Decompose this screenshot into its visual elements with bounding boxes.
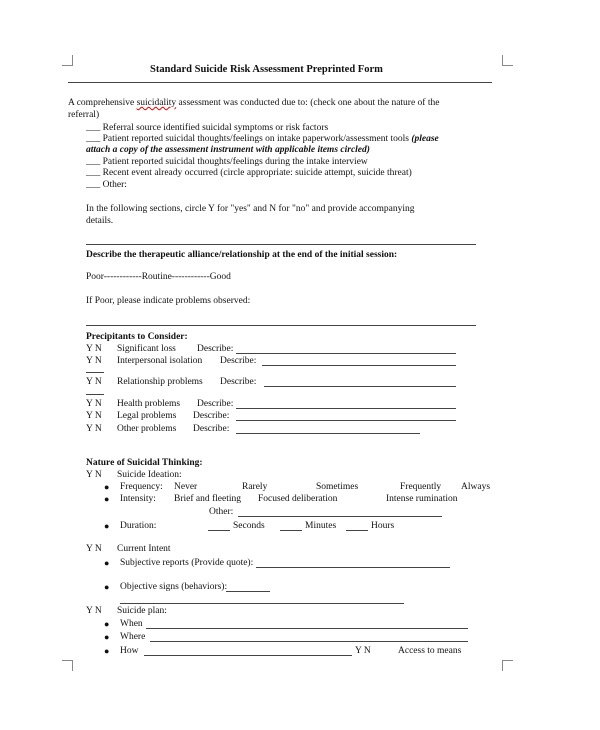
subjective-field[interactable] bbox=[256, 567, 450, 568]
objective-label: Objective signs (behaviors): bbox=[120, 582, 228, 592]
yn-access[interactable]: Y N bbox=[355, 646, 371, 656]
crop-mark-bottom-left bbox=[62, 660, 73, 671]
short-rule bbox=[86, 372, 104, 373]
when-label: When bbox=[120, 619, 143, 629]
int-intense[interactable]: Intense rumination bbox=[386, 494, 458, 504]
describe-label: Describe: bbox=[220, 356, 257, 366]
describe-field-legal-problems[interactable] bbox=[236, 420, 456, 421]
page-title: Standard Suicide Risk Assessment Preprinted Form bbox=[150, 64, 383, 75]
int-brief[interactable]: Brief and fleeting bbox=[174, 494, 242, 504]
bullet-icon: ● bbox=[104, 482, 110, 492]
section-rule-1 bbox=[86, 244, 476, 245]
check-intake-interview[interactable]: ___ Patient reported suicidal thoughts/feelings during the intake interview bbox=[86, 157, 368, 167]
freq-rarely[interactable]: Rarely bbox=[242, 482, 268, 492]
seconds-label: Seconds bbox=[233, 521, 265, 531]
alliance-poor-prompt: If Poor, please indicate problems observed: bbox=[86, 296, 251, 306]
bullet-icon: ● bbox=[104, 558, 110, 568]
check-intake-paperwork-line2: attach a copy of the assessment instrument with applicable items circled) bbox=[86, 145, 370, 155]
yn-other-problems[interactable]: Y N bbox=[86, 424, 102, 434]
label-significant-loss: Significant loss bbox=[117, 344, 176, 354]
label-other-problems: Other problems bbox=[117, 424, 177, 434]
check-other[interactable]: ___ Other: bbox=[86, 180, 127, 190]
yn-suicide-plan[interactable]: Y N bbox=[86, 606, 102, 616]
ideation-label: Suicide Ideation: bbox=[117, 470, 182, 480]
yn-significant-loss[interactable]: Y N bbox=[86, 344, 102, 354]
yn-current-intent[interactable]: Y N bbox=[86, 544, 102, 554]
when-field[interactable] bbox=[146, 628, 468, 629]
hours-field[interactable] bbox=[346, 530, 368, 531]
frequency-label: Frequency: bbox=[120, 482, 163, 492]
where-label: Where bbox=[120, 632, 146, 642]
where-field[interactable] bbox=[150, 641, 468, 642]
check-referral[interactable]: ___ Referral source identified suicidal symptoms or risk factors bbox=[86, 123, 329, 133]
intro-text-line2: referral) bbox=[68, 110, 100, 120]
alliance-heading: Describe the therapeutic alliance/relationship at the end of the initial session: bbox=[86, 250, 398, 260]
bullet-icon: ● bbox=[104, 619, 110, 629]
crop-mark-top-right bbox=[502, 55, 513, 66]
freq-sometimes[interactable]: Sometimes bbox=[316, 482, 359, 492]
yn-health-problems[interactable]: Y N bbox=[86, 399, 102, 409]
freq-never[interactable]: Never bbox=[174, 482, 198, 492]
label-legal-problems: Legal problems bbox=[117, 411, 177, 421]
describe-label: Describe: bbox=[197, 399, 234, 409]
seconds-field[interactable] bbox=[208, 530, 230, 531]
alliance-scale[interactable]: Poor------------Routine------------Good bbox=[86, 272, 231, 282]
crop-mark-top-left bbox=[62, 55, 73, 66]
instructions-text: In the following sections, circle Y for "yes" and N for "no" and provide accompanying bbox=[86, 204, 415, 214]
describe-field-relationship-problems[interactable] bbox=[264, 386, 456, 387]
describe-label: Describe: bbox=[193, 411, 230, 421]
freq-always[interactable]: Always bbox=[461, 482, 491, 492]
nature-heading: Nature of Suicidal Thinking: bbox=[86, 458, 203, 468]
intensity-label: Intensity: bbox=[120, 494, 156, 504]
describe-field-other-problems[interactable] bbox=[236, 433, 420, 434]
intro-text: A comprehensive suicidality assessment was conducted due to: (check one about the nature of the bbox=[68, 98, 440, 108]
bullet-icon: ● bbox=[104, 632, 110, 642]
crop-mark-bottom-right bbox=[502, 660, 513, 671]
how-label: How bbox=[120, 646, 139, 656]
section-rule-2 bbox=[86, 325, 476, 326]
access-label: Access to means bbox=[398, 646, 462, 656]
objective-field-line2[interactable] bbox=[120, 603, 404, 604]
current-intent-label: Current Intent bbox=[117, 544, 171, 554]
describe-field-interpersonal-isolation[interactable] bbox=[262, 365, 456, 366]
how-field[interactable] bbox=[144, 655, 352, 656]
other-field[interactable] bbox=[238, 516, 442, 517]
bullet-icon: ● bbox=[104, 646, 110, 656]
describe-label: Describe: bbox=[193, 424, 230, 434]
hours-label: Hours bbox=[371, 521, 395, 531]
label-health-problems: Health problems bbox=[117, 399, 181, 409]
describe-field-health-problems[interactable] bbox=[236, 408, 456, 409]
yn-legal-problems[interactable]: Y N bbox=[86, 411, 102, 421]
check-recent-event[interactable]: ___ Recent event already occurred (circle appropriate: suicide attempt, suicide threat) bbox=[86, 168, 412, 178]
check-intake-paperwork[interactable]: ___ Patient reported suicidal thoughts/feelings on intake paperwork/assessment tools (please bbox=[86, 134, 439, 144]
label-relationship-problems: Relationship problems bbox=[117, 377, 203, 387]
describe-label: Describe: bbox=[220, 377, 257, 387]
yn-relationship-problems[interactable]: Y N bbox=[86, 377, 102, 387]
describe-field-significant-loss[interactable] bbox=[236, 353, 456, 354]
describe-label: Describe: bbox=[197, 344, 234, 354]
duration-label: Duration: bbox=[120, 521, 157, 531]
bullet-icon: ● bbox=[104, 582, 110, 592]
other-label: Other: bbox=[209, 507, 234, 517]
bullet-icon: ● bbox=[104, 494, 110, 504]
label-interpersonal-isolation: Interpersonal isolation bbox=[117, 356, 203, 366]
precipitants-heading: Precipitants to Consider: bbox=[86, 332, 188, 342]
minutes-field[interactable] bbox=[280, 530, 302, 531]
subjective-label: Subjective reports (Provide quote): bbox=[120, 558, 254, 568]
suicide-plan-label: Suicide plan: bbox=[117, 606, 167, 616]
yn-ideation[interactable]: Y N bbox=[86, 470, 102, 480]
objective-field[interactable] bbox=[226, 591, 270, 592]
instructions-text-line2: details. bbox=[86, 216, 114, 226]
yn-interpersonal-isolation[interactable]: Y N bbox=[86, 356, 102, 366]
bullet-icon: ● bbox=[104, 521, 110, 531]
freq-frequently[interactable]: Frequently bbox=[400, 482, 442, 492]
int-focused[interactable]: Focused deliberation bbox=[258, 494, 338, 504]
minutes-label: Minutes bbox=[305, 521, 337, 531]
short-rule bbox=[86, 394, 104, 395]
title-rule bbox=[68, 82, 492, 83]
